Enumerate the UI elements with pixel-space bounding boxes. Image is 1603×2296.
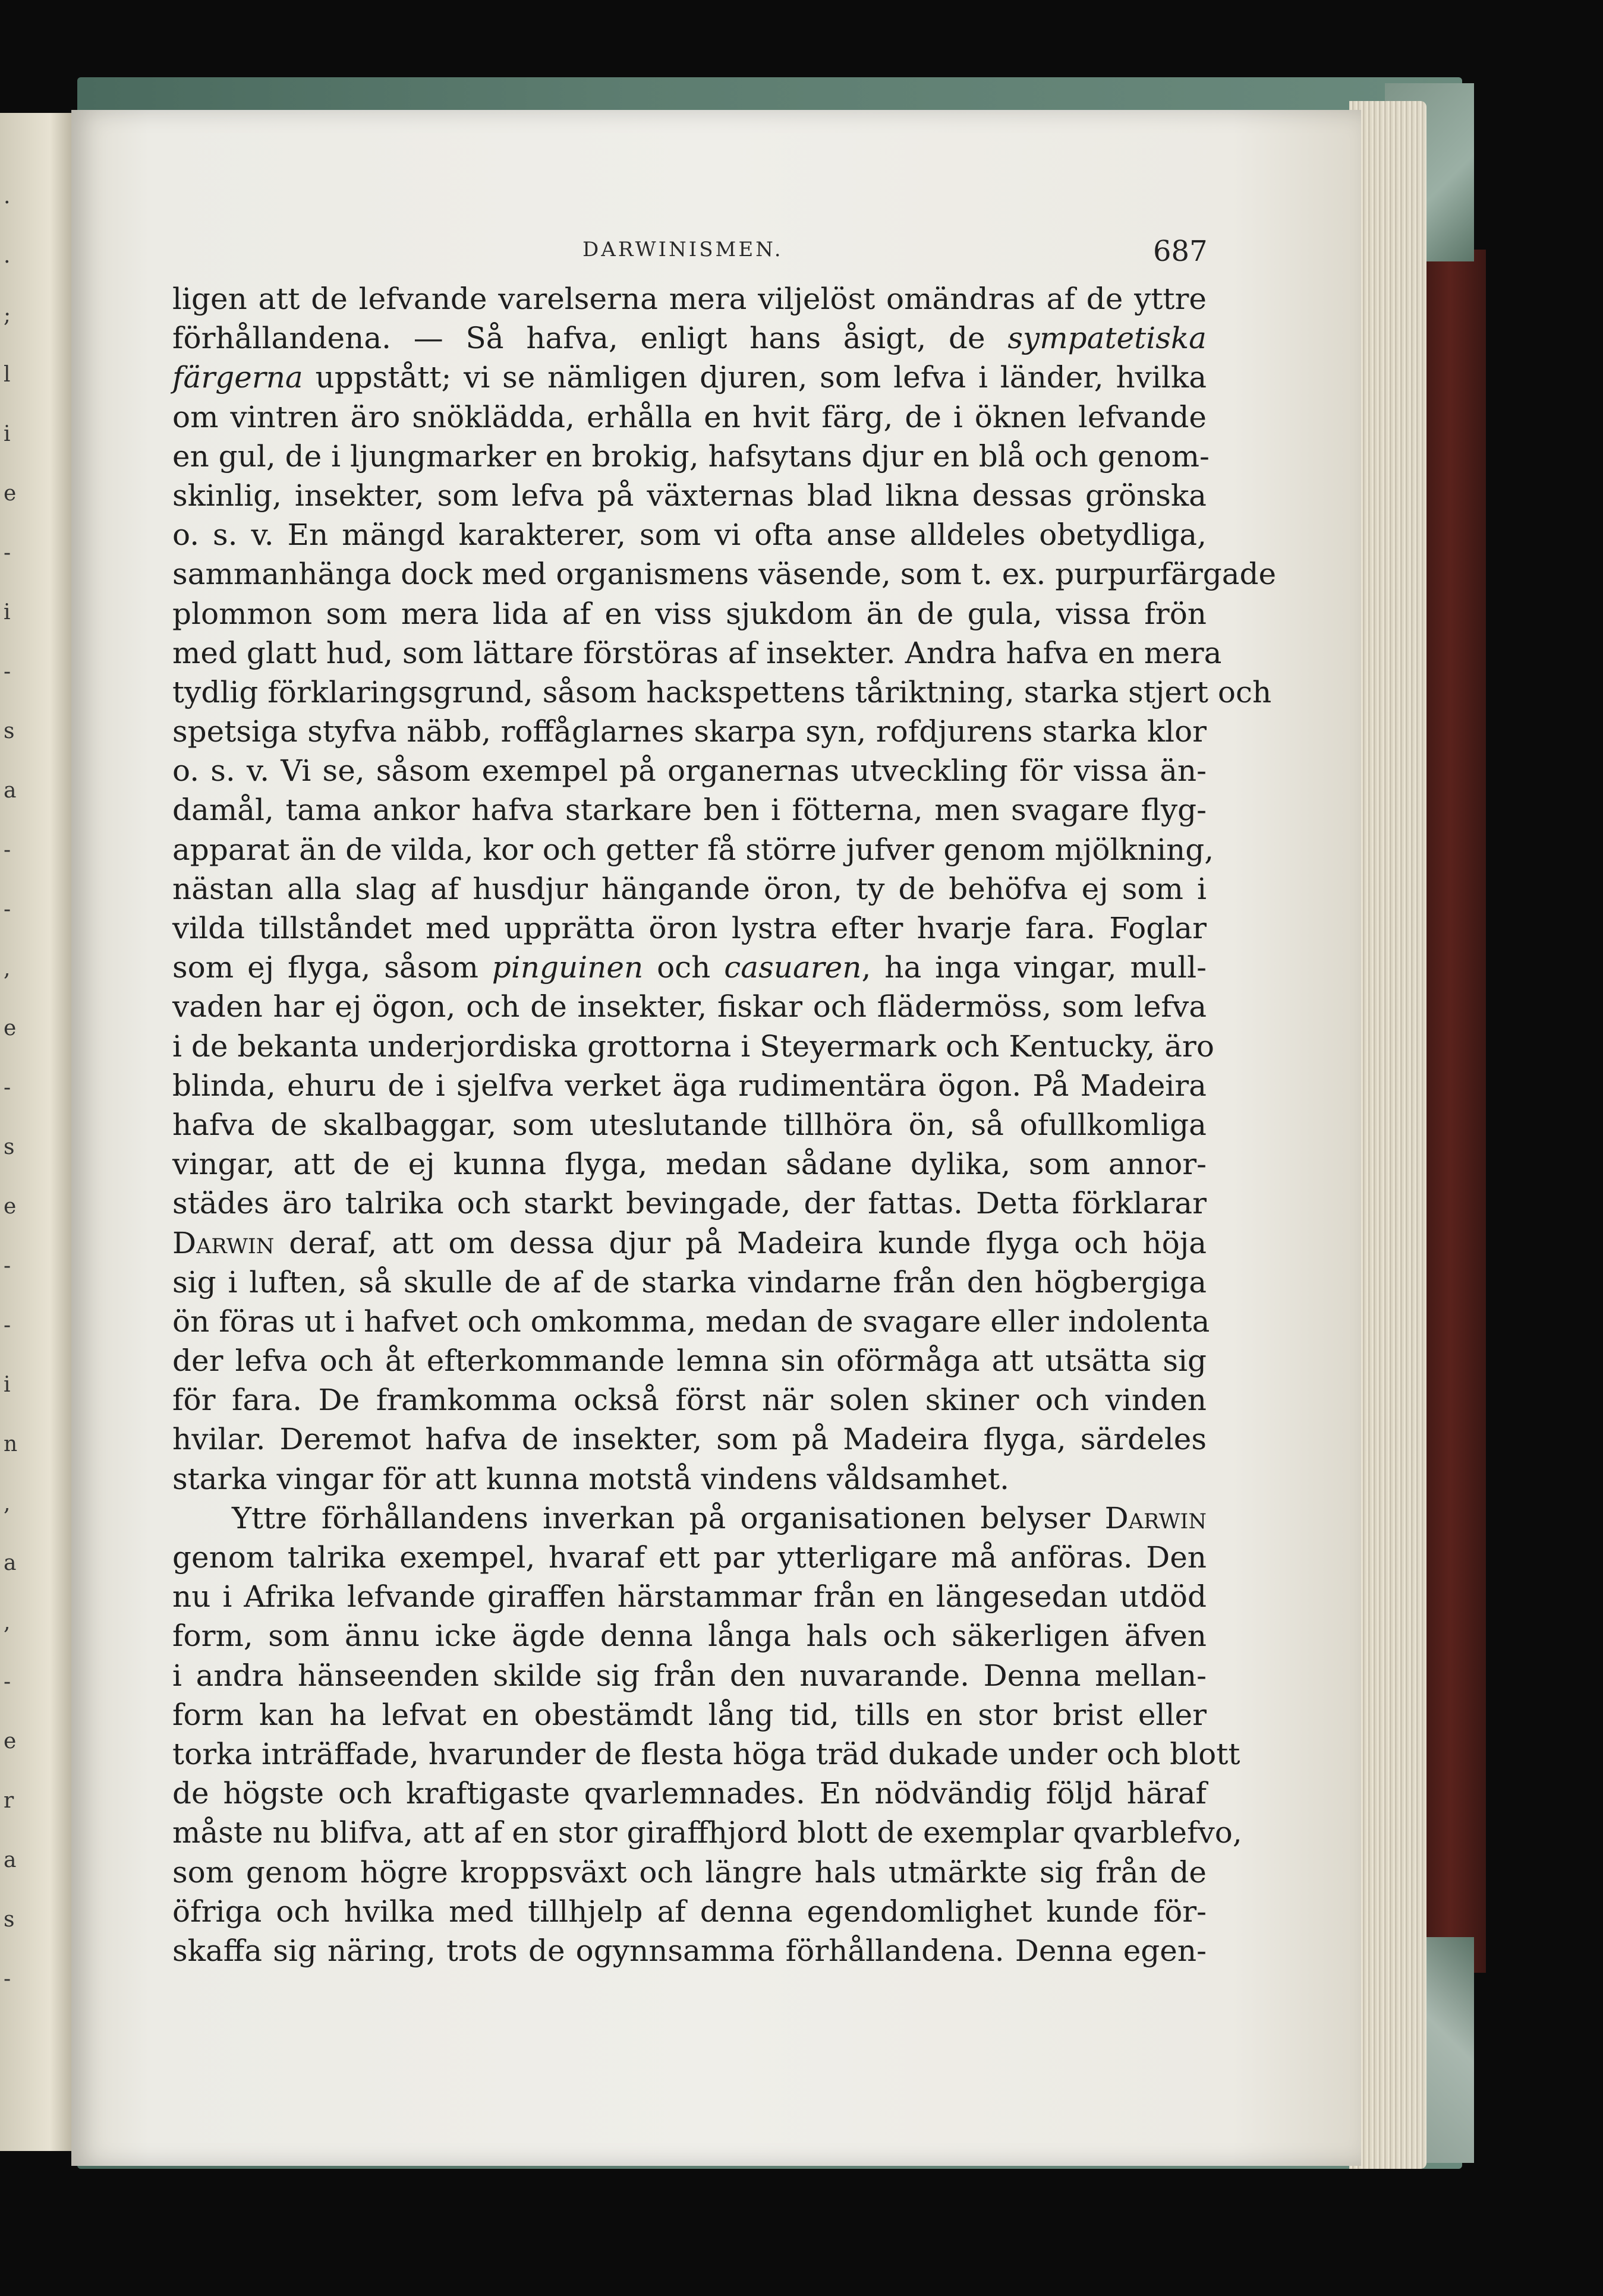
text-line: för fara. De framkomma också först när solen skiner och vinden: [172, 1383, 1207, 1418]
text-line: med glatt hud, som lättare förstöras af insekter. Andra hafva en mera: [172, 635, 1222, 670]
margin-fragment: -: [4, 1254, 11, 1278]
margin-fragment: -: [4, 897, 11, 922]
text-line: [172, 1499, 1207, 1538]
margin-fragment: ,: [4, 1491, 11, 1516]
page-number: 687: [1153, 235, 1208, 268]
margin-fragment: l: [4, 362, 11, 387]
text-line: i andra hänseenden skilde sig från den nuvarande. Denna mellan-: [172, 1658, 1207, 1693]
text-line: vaden har ej ögon, och de insekter, fiskar och flädermöss, som lefva: [172, 989, 1207, 1024]
text-line: starka vingar för att kunna motstå vindens våldsamhet.: [172, 1461, 1009, 1496]
text-run: uppstått; vi se nämligen djuren, som lefva i länder, hvilka: [303, 360, 1207, 395]
body-text: [172, 279, 1277, 1970]
small-caps-name: Darwin: [1104, 1500, 1207, 1535]
text-line: [172, 948, 1207, 987]
italic-term: sympatetiska: [1007, 321, 1207, 356]
text-line: damål, tama ankor hafva starkare ben i fötterna, men svagare flyg-: [172, 793, 1207, 828]
text-run: och: [643, 950, 725, 985]
text-line: nästan alla slag af husdjur hängande öron, ty de behöfva ej som i: [172, 871, 1207, 906]
previous-page-text-fragments: [0, 113, 24, 2151]
text-line: sig i luften, så skulle de af de starka vindarne från den högbergiga: [172, 1264, 1207, 1300]
text-line: vilda tillståndet med upprätta öron lystra efter hvarje fara. Foglar: [172, 911, 1207, 945]
text-line: i de bekanta underjordiska grottorna i Steyermark och Kentucky, äro: [172, 1029, 1214, 1064]
margin-fragment: s: [4, 1907, 15, 1932]
margin-fragment: -: [4, 541, 11, 565]
margin-fragment: i: [4, 600, 11, 625]
text-line: nu i Afrika lefvande giraffen härstammar från en längesedan utdöd: [172, 1579, 1207, 1614]
text-line: vingar, att de ej kunna flyga, medan sådane dylika, som annor-: [172, 1147, 1207, 1182]
text-line: städes äro talrika och starkt bevingade, der fattas. Detta förklarar: [172, 1186, 1207, 1221]
text-line: blinda, ehuru de i sjelfva verket äga rudimentära ögon. På Madeira: [172, 1068, 1207, 1103]
margin-fragment: -: [4, 1670, 11, 1694]
margin-fragment: -: [4, 1967, 11, 1991]
text-line: ligen att de lefvande varelserna mera viljelöst omändras af de yttre: [172, 282, 1207, 316]
margin-fragment: -: [4, 838, 11, 862]
small-caps-name: Darwin: [172, 1225, 275, 1260]
margin-fragment: ;: [4, 303, 11, 327]
text-line: skaffa sig näring, trots de ogynnsamma förhållandena. Denna egen-: [172, 1933, 1207, 1968]
margin-fragment: a: [4, 778, 17, 803]
text-line: spetsiga styfva näbb, roffåglarnes skarpa syn, rofdjurens starka klor: [172, 714, 1207, 749]
margin-fragment: e: [4, 481, 17, 506]
text-line: hafva de skalbaggar, som uteslutande tillhöra ön, så ofullkomliga: [172, 1107, 1207, 1142]
margin-fragment: r: [4, 1789, 14, 1813]
text-line: om vintren äro snöklädda, erhålla en hvit färg, de i öknen lefvande: [172, 399, 1207, 434]
text-line: hvilar. Deremot hafva de insekter, som på Madeira flyga, särdeles: [172, 1422, 1207, 1457]
italic-term: färgerna: [172, 360, 303, 395]
text-line: plommon som mera lida af en viss sjukdom än de gula, vissa frön: [172, 596, 1207, 631]
margin-fragment: a: [4, 1551, 17, 1575]
text-run: Yttre förhållandens inverkan på organisationen belyser: [232, 1500, 1105, 1535]
text-line: genom talrika exempel, hvaraf ett par ytterligare må anföras. Den: [172, 1540, 1207, 1575]
text-line: apparat än de vilda, kor och getter få större jufver genom mjölkning,: [172, 832, 1214, 867]
text-line: o. s. v. En mängd karakterer, som vi ofta anse alldeles obetydliga,: [172, 518, 1207, 553]
text-line: ön föras ut i hafvet och omkomma, medan de svagare eller indolenta: [172, 1304, 1210, 1339]
text-run: som ej flyga, såsom: [172, 950, 492, 985]
margin-fragment: .: [4, 244, 11, 268]
text-line: tydlig förklaringsgrund, såsom hackspettens tåriktning, starka stjert och: [172, 674, 1272, 709]
text-line: öfriga och hvilka med tillhjelp af denna egendomlighet kunde för-: [172, 1894, 1207, 1929]
margin-fragment: s: [4, 1135, 15, 1159]
margin-fragment: e: [4, 1194, 17, 1219]
text-line: [172, 358, 1207, 397]
italic-term: pinguinen: [492, 950, 644, 985]
text-line: form, som ännu icke ägde denna långa hals och säkerligen äfven: [172, 1619, 1207, 1654]
margin-fragment: e: [4, 1729, 17, 1753]
text-line: o. s. v. Vi se, såsom exempel på organernas utveckling för vissa än-: [172, 753, 1207, 789]
text-line: der lefva och åt efterkommande lemna sin oförmåga att utsätta sig: [172, 1343, 1207, 1379]
margin-fragment: .: [4, 184, 11, 209]
text-run: , ha inga vingar, mull-: [861, 950, 1207, 985]
text-line: en gul, de i ljungmarker en brokig, hafsytans djur en blå och genom-: [172, 439, 1210, 474]
margin-fragment: ,: [4, 1610, 11, 1635]
margin-fragment: i: [4, 1373, 11, 1397]
text-line: [172, 1223, 1207, 1263]
text-line: skinlig, insekter, som lefva på växternas blad likna dessas grönska: [172, 478, 1207, 513]
margin-fragment: a: [4, 1848, 17, 1872]
text-line: [172, 318, 1207, 358]
text-run: förhållandena. — Så hafva, enligt hans åsigt, de: [172, 321, 1008, 356]
text-line: form kan ha lefvat en obestämdt lång tid, tills en stor brist eller: [172, 1697, 1207, 1732]
margin-fragment: -: [4, 1076, 11, 1100]
margin-fragment: s: [4, 719, 15, 743]
margin-fragment: ,: [4, 957, 11, 981]
italic-term: casuaren: [724, 950, 862, 985]
margin-fragment: -: [4, 1313, 11, 1338]
text-run: deraf, att om dessa djur på Madeira kunde flyga och höja: [274, 1225, 1207, 1260]
text-line: måste nu blifva, att af en stor giraffhjord blott de exemplar qvarblefvo,: [172, 1815, 1242, 1850]
text-line: de högste och kraftigaste qvarlemnades. En nödvändig följd häraf: [172, 1776, 1207, 1811]
text-line: torka inträffade, hvarunder de flesta höga träd dukade under och blott: [172, 1736, 1240, 1771]
text-line: som genom högre kroppsväxt och längre hals utmärkte sig från de: [172, 1855, 1207, 1890]
text-line: sammanhänga dock med organismens väsende, som t. ex. purpurfärgade: [172, 557, 1277, 592]
margin-fragment: -: [4, 660, 11, 684]
margin-fragment: n: [4, 1432, 18, 1456]
running-head: DARWINISMEN.: [582, 238, 783, 261]
margin-fragment: i: [4, 422, 11, 446]
margin-fragment: e: [4, 1016, 17, 1040]
